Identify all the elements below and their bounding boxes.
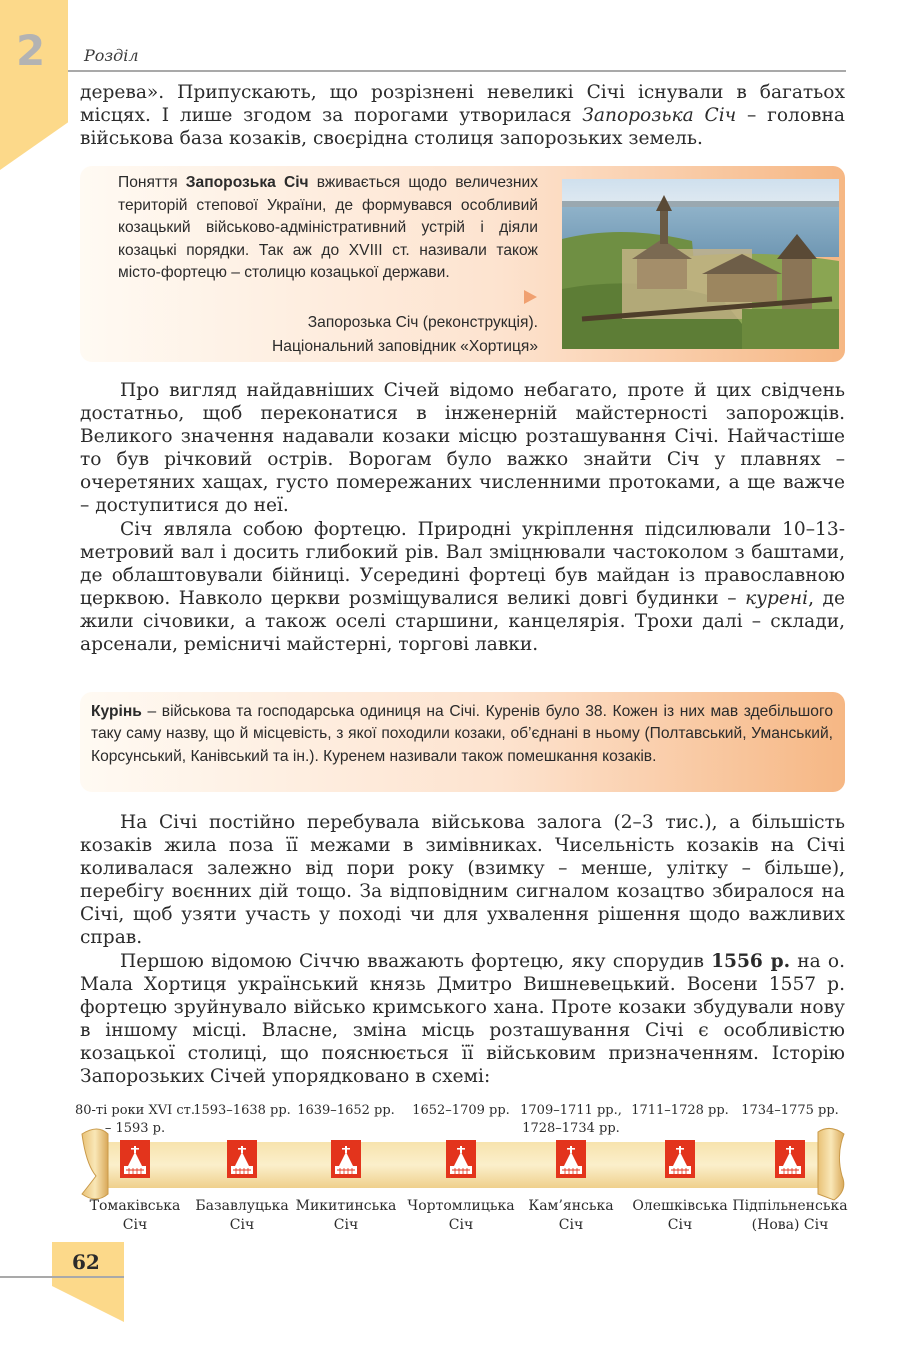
definition-text <box>91 701 833 768</box>
caption-line-1: Запорозька Січ (реконструкція). <box>307 314 538 331</box>
timeline-date-line-2: 1728–1734 рр. <box>522 1121 620 1136</box>
intro-term: Запорозька Січ <box>582 104 737 126</box>
timeline-sich-name <box>90 1197 181 1234</box>
info-lead: Поняття <box>118 174 186 191</box>
timeline-date <box>412 1102 510 1120</box>
section-label: Розділ <box>84 46 139 65</box>
sich-fortress-icon <box>556 1140 586 1178</box>
timeline-name-line-2: Січ <box>333 1216 359 1233</box>
timeline-name-line-1: Чортомлицька <box>407 1198 515 1214</box>
intro-text-end: – головна військова база козаків, своєрідна столиця запорозьких земель. <box>80 104 845 149</box>
timeline-name-line-2: Січ <box>448 1216 474 1233</box>
timeline-name-line-1: Микитинська <box>295 1198 397 1214</box>
timeline-date <box>297 1102 395 1120</box>
info-box-text <box>118 172 538 285</box>
timeline-date-line-1: 1734–1775 рр. <box>741 1103 839 1118</box>
timeline-sich-name <box>528 1197 613 1234</box>
paragraph-appearance: Про вигляд найдавніших Січей відомо небагато, проте й цих свідчень достатньо, щоб переконатися в інженерній майстерності запорожців. Великого значення надавали козаки місцю розташування Січі. Найчастіше то був річковий острів. Ворогам було важко знайти Січ у плавнях – очеретяних хащах, густо помережаних численними протоками, а ще важче – доступитися до неї. <box>80 380 845 516</box>
timeline-name-line-1: Олешківська <box>632 1198 728 1214</box>
sich-fortress-icon <box>446 1140 476 1178</box>
timeline-sich-name <box>296 1197 397 1234</box>
caption-line-2: Національний заповідник «Хортиця» <box>272 338 538 355</box>
sich-fortress-icon <box>331 1140 361 1178</box>
caption-arrow-icon <box>524 290 537 304</box>
sich-fortress-icon <box>120 1140 150 1178</box>
timeline-name-line-2: (Нова) Січ <box>751 1216 829 1233</box>
timeline-name-line-2: Січ <box>229 1216 255 1233</box>
fortress-text: Січ являла собою фортецю. Природні укріплення підсилювали 10–13-метровий вал і досить глибокий рів. Вал зміцнювали частоколом з баштами, де облаштовували бійниці. Усередині фортеці був майдан із православною церквою. Навколо церкви розміщувалися великі довгі будинки – <box>80 519 845 609</box>
fortress-text-end: , де жили січовики, а також оселі старшини, канцелярія. Трохи далі – склади, арсенали, ремісничі майстерні, торгові лавки. <box>80 587 845 655</box>
info-term: Запорозька Січ <box>185 174 309 191</box>
footer-divider <box>0 1276 124 1278</box>
timeline-sich-name <box>195 1197 288 1234</box>
timeline-date-line-1: 1593–1638 рр. <box>193 1103 291 1118</box>
timeline-date-line-1: 80-ті роки XVI ст. <box>74 1103 196 1118</box>
timeline-date <box>75 1102 195 1138</box>
timeline-date-line-1: 1639–1652 рр. <box>297 1103 395 1118</box>
timeline-sich-name <box>632 1197 727 1234</box>
timeline-date <box>193 1102 291 1120</box>
timeline-name-line-1: Підпільненська <box>732 1198 848 1214</box>
timeline-name-line-2: Січ <box>667 1216 693 1233</box>
timeline-date-line-1: 1652–1709 рр. <box>412 1103 510 1118</box>
timeline-date <box>520 1102 622 1138</box>
timeline-name-line-2: Січ <box>558 1216 584 1233</box>
timeline-date-line-2: – 1593 р. <box>104 1121 166 1136</box>
timeline-name-line-1: Томаківська <box>89 1198 181 1214</box>
intro-text: дерева». Припускають, що розрізнені невеликі Січі існували в багатьох місцях. І лише згодом за порогами утворилася <box>80 82 845 126</box>
first-sich-text-end: на о. Мала Хортиця український князь Дмитро Вишневецький. Восени 1557 р. фортецю зруйнувало військо кримського хана. Проте козаки збудували нову в іншому місці. Власне, зміна місць розташування Січі є особливістю козацької столиці, що пояснюється її військовим призначенням. Історію Запорозьких Січей упорядковано в схемі: <box>80 951 846 1087</box>
sich-reconstruction-photo <box>562 179 839 349</box>
timeline-date-line-1: 1711–1728 рр. <box>631 1103 729 1118</box>
kureni-term: курені <box>745 587 809 609</box>
chapter-number: 2 <box>16 26 46 75</box>
paragraph-fortress <box>80 519 845 656</box>
timeline-date-line-1: 1709–1711 рр., <box>520 1103 622 1118</box>
paragraph-first-sich <box>80 951 845 1088</box>
page-number: 62 <box>72 1250 100 1274</box>
info-body: вживається щодо величезних територій степової України, де формувався особливий козацький військово-адміністративний устрій і діяли козацькі порядки. Так аж до XVIII ст. називали також місто-фортецю – столицю козацької держави. <box>118 174 538 282</box>
intro-paragraph <box>80 82 845 151</box>
timeline-date <box>741 1102 839 1120</box>
timeline-name-line-1: Базавлуцька <box>195 1198 289 1214</box>
timeline-sich-name <box>407 1197 514 1234</box>
sich-fortress-icon <box>227 1140 257 1178</box>
photo-caption <box>150 311 538 359</box>
definition-body: – військова та господарська одиниця на Січі. Куренів було 38. Кожен із них мав здебільшого таку саму назву, що й місцевість, з якої походили козаки, об’єднані в ньому (Полтавський, Уманський, Корсунський, Канівський та ін.). Куренем називали також помешкання козаків. <box>91 703 833 765</box>
timeline-sich-name <box>732 1197 847 1234</box>
timeline-name-line-2: Січ <box>122 1216 148 1233</box>
header-divider <box>68 70 846 72</box>
first-sich-text: Першою відомою Січчю вважають фортецю, яку спорудив <box>120 951 712 972</box>
timeline-date <box>631 1102 729 1120</box>
timeline-name-line-1: Кам’янська <box>528 1198 614 1214</box>
first-sich-year: 1556 р. <box>711 951 791 972</box>
sich-fortress-icon <box>665 1140 695 1178</box>
paragraph-garrison: На Січі постійно перебувала військова залога (2–3 тис.), а більшість козаків жила поза її межами в зимівниках. Чисельність козаків на Січі коливалася залежно від пори року (взимку – менше, улітку – більше), перебігу воєнних дій тощо. За відповідним сигналом козацтво збиралося на Січі, щоб узяти участь у поході чи для ухвалення рішення щодо важливих справ. <box>80 812 845 948</box>
definition-term: Курінь <box>91 703 142 720</box>
sich-fortress-icon <box>775 1140 805 1178</box>
